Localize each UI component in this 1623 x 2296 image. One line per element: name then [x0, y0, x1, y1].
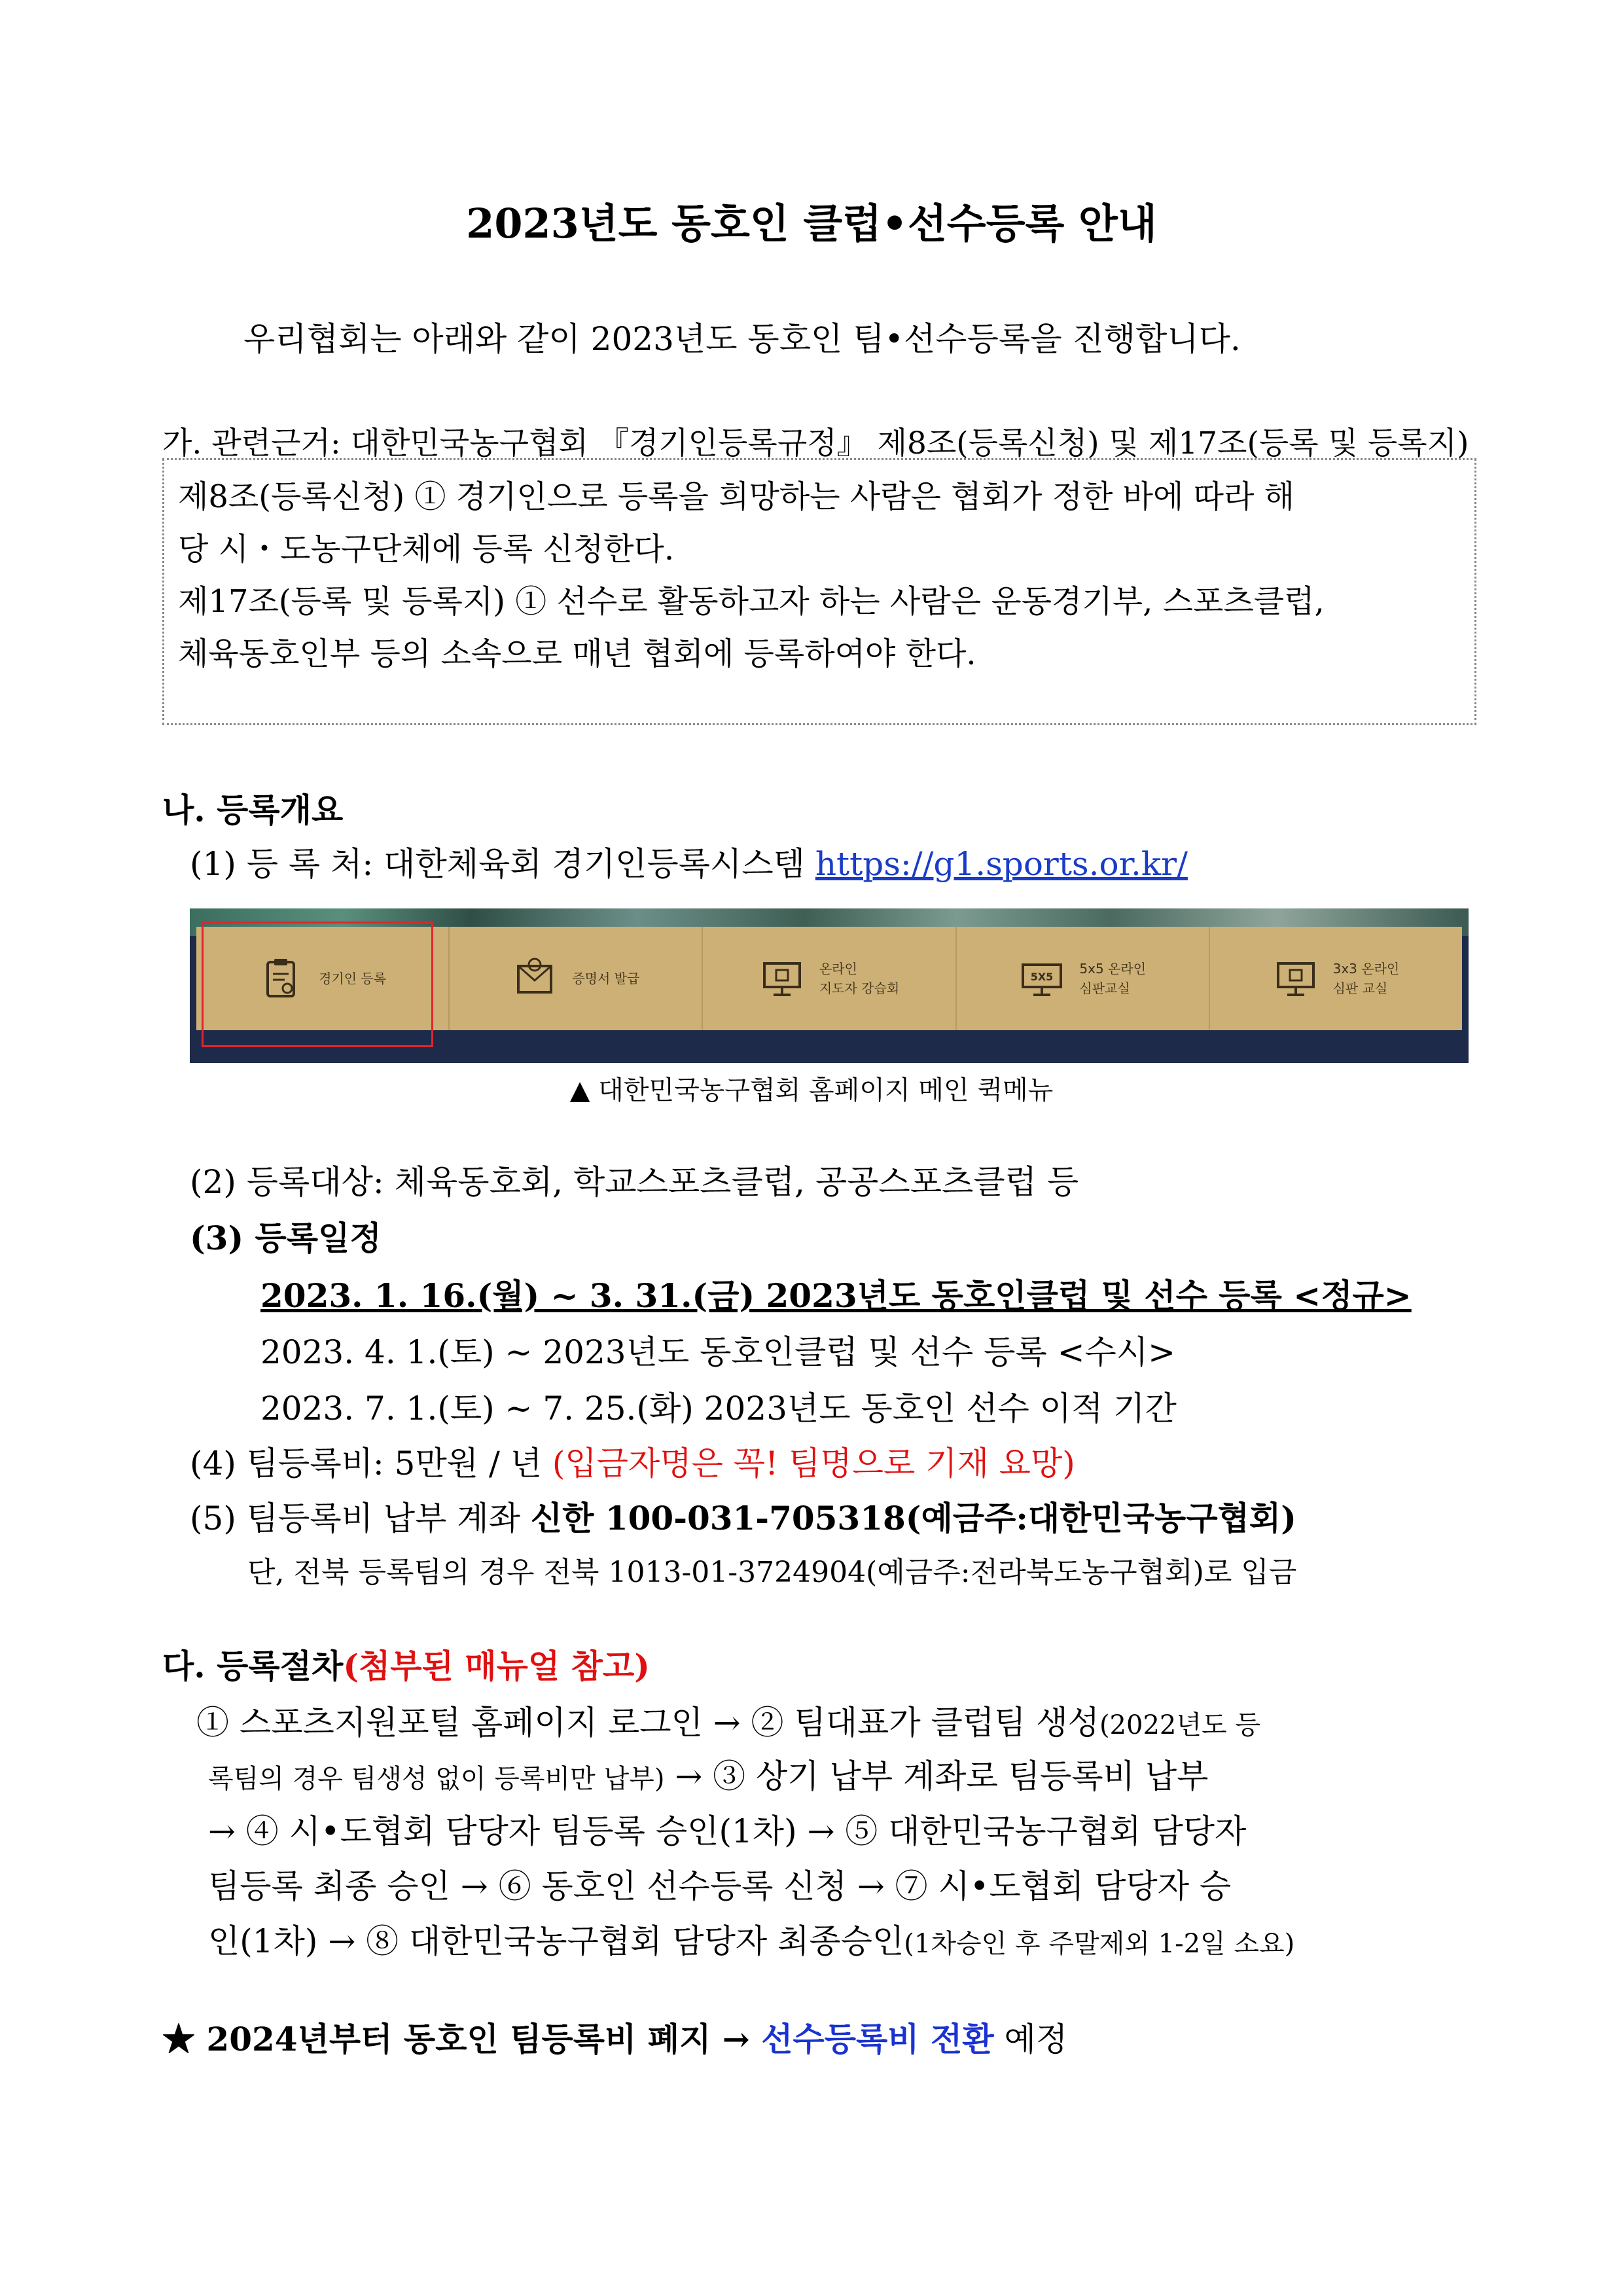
team-fee-label: (4) 팀등록비: 5만원 / 년: [190, 1444, 552, 1482]
procedure-small-text: (2022년도 등: [1099, 1710, 1260, 1740]
overview-item-3: (3) 등록일정: [190, 1219, 382, 1257]
procedure-line-2: [208, 1750, 1208, 1797]
schedule-rolling: 2023. 4. 1.(토) ~ 2023년도 동호인클럽 및 선수 등록 <수시>: [260, 1333, 1176, 1371]
highlight-box: [202, 922, 433, 1047]
quick-menu-5x5-referee[interactable]: [957, 927, 1210, 1030]
procedure-note: (첨부된 매뉴얼 참고): [343, 1647, 650, 1685]
procedure-small-text: 록팀의 경우 팀생성 없이 등록비만 납부): [208, 1764, 665, 1794]
monitor-icon: [759, 956, 805, 1001]
overview-heading: 나. 등록개요: [162, 791, 344, 829]
schedule-transfer: 2023. 7. 1.(토) ~ 7. 25.(화) 2023년도 동호인 선수 이적 기간: [260, 1390, 1177, 1427]
overview-item-5: [190, 1492, 1296, 1539]
quick-menu-coach-workshop[interactable]: [703, 927, 956, 1030]
schedule-regular: 2023. 1. 16.(월) ~ 3. 31.(금) 2023년도 동호인클럽 및 선수 등록 <정규>: [260, 1276, 1412, 1315]
svg-text:5X5: 5X5: [1031, 971, 1054, 983]
account-label: (5) 팀등록비 납부 계좌: [190, 1499, 531, 1537]
notice-highlight: 선수등록비 전환: [761, 2020, 994, 2058]
certificate-icon: [512, 956, 558, 1001]
procedure-line-1: [196, 1696, 1260, 1744]
quick-menu-certificate[interactable]: [450, 927, 703, 1030]
quick-menu-label: 3x3 온라인 심판 교실: [1332, 961, 1400, 996]
quick-menu-3x3-referee[interactable]: [1210, 927, 1462, 1030]
notice-line: [162, 2013, 1067, 2060]
regulation-line-4: 체육동호인부 등의 소속으로 매년 협회에 등록하여야 한다.: [178, 636, 976, 672]
intro-text: 우리협회는 아래와 같이 2023년도 동호인 팀•선수등록을 진행합니다.: [243, 320, 1241, 358]
quick-menu-label: 경기인 등록: [319, 971, 387, 986]
account-jeonbuk-note: 단, 전북 등록팀의 경우 전북 1013-01-3724904(예금주:전라북도농구협회)로 입금: [247, 1556, 1297, 1589]
basis-heading: 가. 관련근거: 대한민국농구협회 『경기인등록규정』 제8조(등록신청) 및 제17조(등록 및 등록지): [162, 425, 1469, 461]
regulation-line-2: 당 시・도농구단체에 등록 신청한다.: [178, 531, 675, 567]
procedure-step-text: ① 스포츠지원포털 홈페이지 로그인 → ② 팀대표가 클럽팀 생성: [196, 1704, 1099, 1742]
regulation-line-3: 제17조(등록 및 등록지) ① 선수로 활동하고자 하는 사람은 운동경기부, 스포츠클럽,: [178, 583, 1325, 620]
procedure-step-text: 인(1차) → ⑧ 대한민국농구협회 담당자 최종승인: [208, 1922, 904, 1960]
quick-menu-label: 온라인 지도자 강습회: [819, 961, 900, 996]
overview-item-4: [190, 1437, 1075, 1484]
notice-prefix: ★ 2024년부터 동호인 팀등록비 폐지 →: [162, 2020, 762, 2058]
team-fee-note: (입금자명은 꼭! 팀명으로 기재 요망): [552, 1444, 1075, 1482]
quick-menu-label: 증명서 발급: [572, 971, 640, 986]
procedure-heading-row: [162, 1640, 650, 1687]
account-number: 신한 100-031-705318(예금주:대한민국농구협회): [530, 1499, 1296, 1537]
monitor-5x5-icon: [1019, 956, 1065, 1001]
page-title: 2023년도 동호인 클럽•선수등록 안내: [466, 200, 1157, 247]
notice-suffix: 예정: [993, 2020, 1068, 2058]
monitor-icon: [1273, 956, 1319, 1001]
banner-caption: ▲ 대한민국농구협회 홈페이지 메인 퀵메뉴: [569, 1075, 1054, 1105]
overview-item-2: (2) 등록대상: 체육동호회, 학교스포츠클럽, 공공스포츠클럽 등: [190, 1163, 1079, 1201]
procedure-small-text: (1차승인 후 주말제외 1-2일 소요): [904, 1929, 1295, 1959]
procedure-step-text: → ③ 상기 납부 계좌로 팀등록비 납부: [664, 1757, 1209, 1795]
procedure-line-5: [208, 1915, 1294, 1962]
registration-site-label: (1) 등 록 처: 대한체육회 경기인등록시스템: [190, 845, 815, 883]
procedure-line-3: → ④ 시•도협회 담당자 팀등록 승인(1차) → ⑤ 대한민국농구협회 담당자: [208, 1812, 1247, 1850]
overview-item-1: [190, 838, 1188, 885]
regulation-line-1: 제8조(등록신청) ① 경기인으로 등록을 희망하는 사람은 협회가 정한 바에 따라 해: [178, 478, 1294, 515]
registration-site-link[interactable]: https://g1.sports.or.kr/: [815, 845, 1188, 883]
quick-menu-banner: [190, 908, 1469, 1063]
quick-menu-label: 5x5 온라인 심판교실: [1079, 961, 1147, 996]
procedure-heading: 다. 등록절차: [162, 1647, 344, 1685]
procedure-line-4: 팀등록 최종 승인 → ⑥ 동호인 선수등록 신청 → ⑦ 시•도협회 담당자 승: [208, 1867, 1232, 1905]
